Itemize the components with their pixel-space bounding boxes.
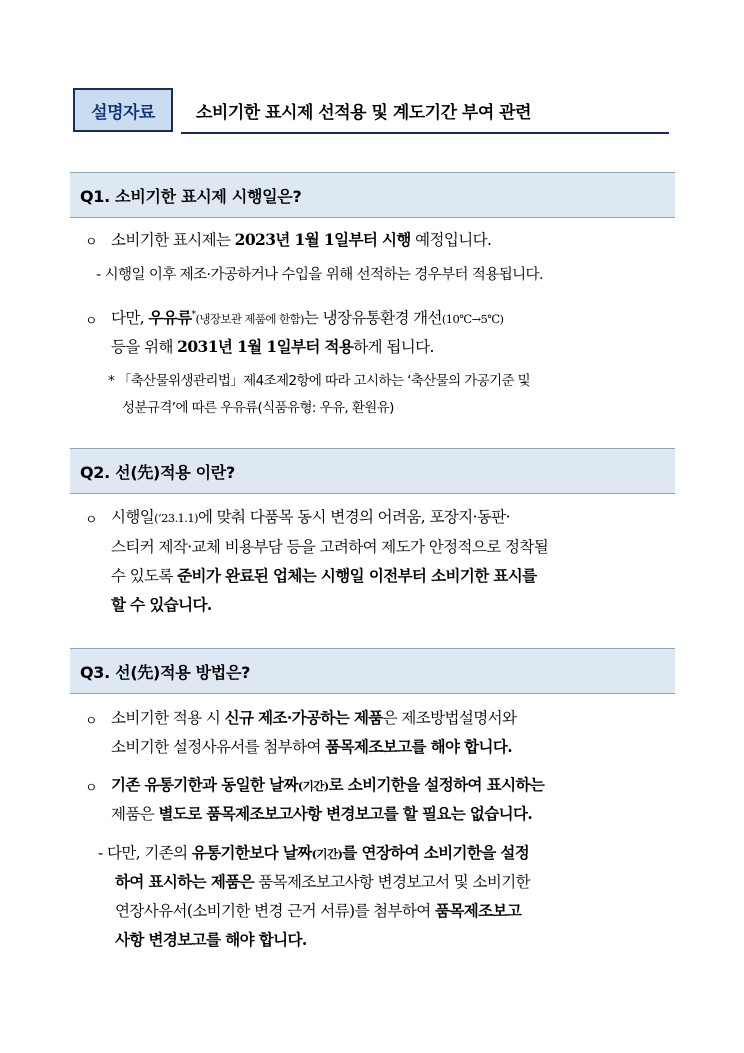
bullet-marker: ㅇ <box>85 781 98 796</box>
bullet-marker: ㅇ <box>85 714 98 729</box>
emphasis-text: 유통기한보다 날짜 <box>191 843 312 862</box>
text-span: 소비기한 설정사유서를 첨부하여 <box>111 738 326 756</box>
q3-item-3-line-3 <box>115 899 521 921</box>
text-span: 시행일 <box>111 508 155 526</box>
emphasis-text: (기간) <box>297 779 329 793</box>
q1-paragraph-1 <box>111 228 491 250</box>
question-2-heading: Q2. 선(先)적용 이란? <box>70 448 675 494</box>
q2-line-3 <box>111 564 537 586</box>
text-span: - 다만, 기존의 <box>98 844 192 862</box>
q2-line-2: 스티커 제작·교체 비용부담 등을 고려하여 제도가 안정적으로 정착될 <box>111 538 549 556</box>
q2-line-1 <box>111 505 510 527</box>
emphasis-text: (기간) <box>311 847 343 861</box>
emphasis-text: 품목제조보고를 해야 합니다. <box>325 737 513 756</box>
emphasis-text: 하여 표시하는 제품은 <box>115 872 254 891</box>
emphasis-text: 별도로 품목제조보고사항 변경보고를 할 필요는 없습니다. <box>158 804 533 823</box>
question-3-heading: Q3. 선(先)적용 방법은? <box>70 648 675 694</box>
text-span: 다만, <box>111 309 149 327</box>
q3-item-3-line-2 <box>115 870 530 892</box>
title-underline <box>181 132 669 134</box>
emphasis-text: 로 소비기한을 설정하여 표시하는 <box>328 775 545 794</box>
text-span: 연장사유서(소비기한 변경 근거 서류)를 첨부하여 <box>115 902 435 920</box>
q1-paragraph-2: - 시행일 이후 제조·가공하거나 수입을 위해 선적하는 경우부터 적용됩니다. <box>96 267 543 283</box>
document-title: 소비기한 표시제 선적용 및 계도기간 부여 관련 <box>196 103 532 123</box>
emphasis-text: 를 연장하여 소비기한을 설정 <box>342 843 530 862</box>
text-span: 은 제조방법설명서와 <box>382 709 517 727</box>
q3-item-1-line-2 <box>111 735 512 757</box>
question-1-heading: Q1. 소비기한 표시제 시행일은? <box>70 172 675 218</box>
text-span: 예정입니다. <box>410 231 492 249</box>
bullet-marker: ㅇ <box>85 314 98 329</box>
bullet-marker: ㅇ <box>85 235 98 250</box>
doc-type-badge: 설명자료 <box>73 88 173 132</box>
text-span: 제품은 <box>111 805 159 823</box>
bullet-marker: ㅇ <box>85 513 98 528</box>
emphasis-text: 품목제조보고 <box>435 901 522 920</box>
emphasis-text: 2031년 1월 1일부터 적용 <box>177 337 354 356</box>
emphasis-text: 우유류 <box>148 308 192 327</box>
q1-paragraph-4 <box>111 335 434 357</box>
q2-line-4: 할 수 있습니다. <box>111 595 212 614</box>
emphasis-text: 기존 유통기한과 동일한 날짜 <box>111 775 298 794</box>
emphasis-text: 2023년 1월 1일부터 시행 <box>234 230 411 249</box>
q3-item-2-line-2 <box>111 802 532 824</box>
q1-paragraph-3 <box>111 306 503 328</box>
text-span: 는 냉장유통환경 개선 <box>303 309 442 327</box>
q3-item-1-line-1 <box>111 706 516 728</box>
text-span: 등을 위해 <box>111 338 178 356</box>
text-span: 품목제조보고사항 변경보고서 및 소비기한 <box>253 873 530 891</box>
text-span: 에 맞춰 다품목 동시 변경의 어려움, 포장지·동판· <box>197 508 510 526</box>
q1-footnote-2: 성분규격’에 따른 우유류(식품유형: 우유, 환원유) <box>122 400 394 416</box>
emphasis-text: 준비가 완료된 업체는 시행일 이전부터 소비기한 표시를 <box>177 566 537 585</box>
text-span: 수 있도록 <box>111 567 178 585</box>
text-span: 소비기한 적용 시 <box>111 709 225 727</box>
text-span: (10℃→5℃) <box>441 312 504 326</box>
q3-item-3-line-4: 사항 변경보고를 해야 합니다. <box>115 930 307 949</box>
text-span: (’23.1.1) <box>154 511 198 525</box>
text-span: 소비기한 표시제는 <box>111 231 235 249</box>
text-span: 하게 됩니다. <box>353 338 434 356</box>
text-span: (냉장보관 제품에 한함) <box>195 312 304 326</box>
q3-item-3-line-1 <box>98 841 529 863</box>
footnote-marker: * <box>191 309 196 320</box>
emphasis-text: 신규 제조·가공하는 제품 <box>224 708 383 727</box>
q1-footnote-1: * 「축산물위생관리법」제4조제2항에 따라 고시하는 ‘축산물의 가공기준 및 <box>108 373 531 389</box>
q3-item-2-line-1 <box>111 773 544 795</box>
